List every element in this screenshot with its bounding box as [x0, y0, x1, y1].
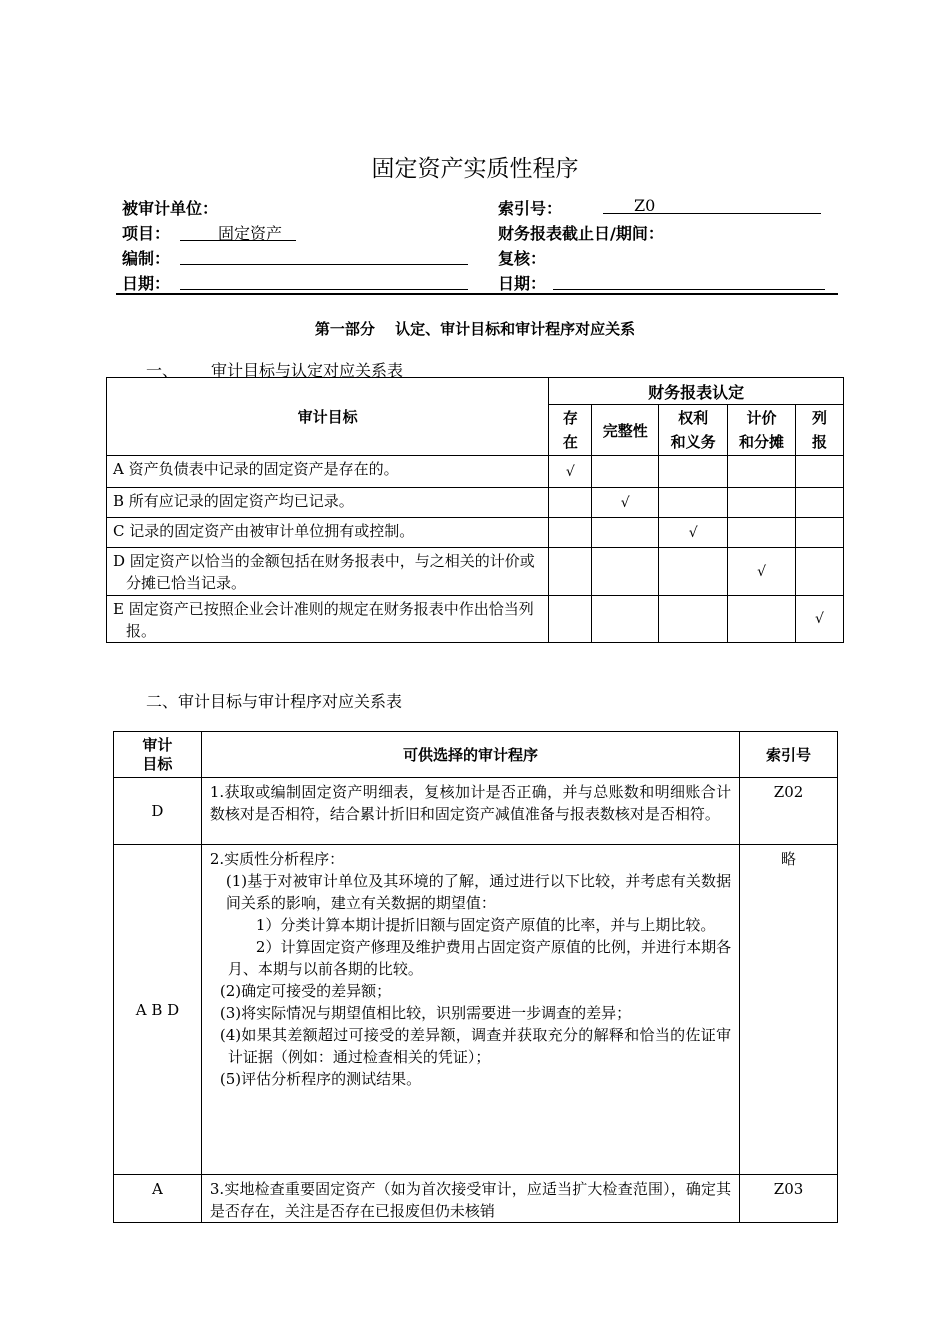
document-title: 固定资产实质性程序	[371, 156, 579, 182]
check-mark	[549, 548, 592, 596]
check-mark	[659, 456, 728, 488]
table-row	[107, 596, 844, 643]
procedure-line: (2)确定可接受的差异额；	[219, 982, 392, 1000]
assertion-header-rights: 权利 和义务	[659, 405, 728, 456]
section1-number: 一、	[146, 361, 179, 380]
date-label-left: 日期：	[122, 274, 171, 293]
project-label: 项目：	[122, 224, 171, 243]
assertion-header-presentation: 列 报	[796, 405, 844, 456]
objective-col-header: 审计 目标	[114, 732, 202, 778]
procedure-line: (4)如果其差额超过可接受的差异额，调查并获取充分的解释和恰当的佐证审计证据（例如：通过检查相关的凭证）；	[219, 1026, 732, 1066]
check-mark	[659, 488, 728, 518]
section1-heading: 审计目标与认定对应关系表	[211, 361, 404, 380]
assertion-header-existence: 存 在	[549, 405, 592, 456]
part-heading: 第一部分 认定、审计目标和审计程序对应关系	[314, 320, 636, 338]
procedure-line: 1）分类计算本期计提折旧额与固定资产原值的比率，并与上期比较。	[255, 916, 716, 934]
objective-a: A 资产负债表中记录的固定资产是存在的。	[107, 456, 549, 488]
check-mark	[659, 596, 728, 643]
table-row	[114, 1175, 838, 1223]
project-value: 固定资产	[218, 224, 283, 243]
procedure-line: (5)评估分析程序的测试结果。	[219, 1070, 422, 1088]
review-label: 复核：	[498, 249, 547, 268]
objective-e: E 固定资产已按照企业会计准则的规定在财务报表中作出恰当列报。	[107, 596, 549, 643]
check-mark	[728, 488, 796, 518]
procedure-table	[113, 731, 838, 1223]
check-mark	[549, 518, 592, 548]
check-mark	[549, 488, 592, 518]
date-label-right: 日期：	[498, 274, 547, 293]
objective-d: D 固定资产以恰当的金额包括在财务报表中，与之相关的计价或分摊已恰当记录。	[107, 548, 549, 596]
prepared-label: 编制：	[122, 249, 171, 268]
date-underline-right	[553, 289, 825, 290]
index-underline	[603, 213, 821, 214]
table-row	[114, 845, 838, 1175]
project-underline	[180, 240, 296, 241]
index-col-header: 索引号	[740, 732, 838, 778]
table-row	[114, 778, 838, 845]
header-rule	[116, 293, 838, 295]
check-mark	[592, 548, 659, 596]
procedure-index: Z02	[740, 778, 838, 845]
objective-header: 审计目标	[107, 378, 549, 456]
index-label: 索引号：	[498, 199, 563, 218]
procedure-line: 2.实质性分析程序：	[209, 850, 345, 868]
assertion-header-valuation: 计价 和分摊	[728, 405, 796, 456]
row-objective: A B D	[114, 845, 202, 1175]
table-row	[107, 456, 844, 488]
check-mark	[728, 456, 796, 488]
check-mark	[549, 596, 592, 643]
procedure-text: 3.实地检查重要固定资产（如为首次接受审计，应适当扩大检查范围），确定其是否存在，关注是否存在已报废但仍未核销	[201, 1175, 739, 1223]
table-row	[107, 488, 844, 518]
table-row	[107, 518, 844, 548]
check-mark	[728, 518, 796, 548]
check-mark	[592, 456, 659, 488]
prepared-underline	[180, 264, 468, 265]
auditee-label: 被审计单位：	[122, 199, 219, 218]
check-mark	[592, 596, 659, 643]
check-mark	[728, 596, 796, 643]
row-objective: D	[114, 778, 202, 845]
check-mark	[659, 548, 728, 596]
assertion-header-completeness: 完整性	[592, 405, 659, 456]
procedure-col-header: 可供选择的审计程序	[201, 732, 739, 778]
check-mark: √	[728, 548, 796, 596]
index-value: Z0	[634, 196, 656, 215]
procedure-index: Z03	[740, 1175, 838, 1223]
objective-b: B 所有应记录的固定资产均已记录。	[107, 488, 549, 518]
check-mark: √	[592, 488, 659, 518]
assertion-table	[106, 377, 844, 643]
check-mark	[592, 518, 659, 548]
procedure-line: (3)将实际情况与期望值相比较，识别需要进一步调查的差异；	[219, 1004, 632, 1022]
objective-c: C 记录的固定资产由被审计单位拥有或控制。	[107, 518, 549, 548]
row-objective: A	[114, 1175, 202, 1223]
procedure-line: 2）计算固定资产修理及维护费用占固定资产原值的比例，并进行本期各月、本期与以前各期的比较。	[227, 938, 732, 978]
check-mark: √	[549, 456, 592, 488]
check-mark: √	[796, 596, 844, 643]
procedure-line: (1)基于对被审计单位及其环境的了解，通过进行以下比较，并考虑有关数据间关系的影响，建立有关数据的期望值：	[225, 872, 732, 912]
check-mark: √	[659, 518, 728, 548]
table-row	[107, 548, 844, 596]
procedure-text	[201, 845, 739, 1175]
check-mark	[796, 518, 844, 548]
date-underline-left	[180, 289, 468, 290]
check-mark	[796, 456, 844, 488]
check-mark	[796, 488, 844, 518]
check-mark	[796, 548, 844, 596]
assertion-group-header: 财务报表认定	[549, 378, 844, 405]
procedure-text: 1.获取或编制固定资产明细表，复核加计是否正确，并与总账数和明细账合计数核对是否相符，结合累计折旧和固定资产减值准备与报表数核对是否相符。	[201, 778, 739, 845]
procedure-index: 略	[740, 845, 838, 1175]
period-label: 财务报表截止日/期间：	[498, 224, 664, 243]
section2-heading: 二、审计目标与审计程序对应关系表	[146, 692, 403, 711]
